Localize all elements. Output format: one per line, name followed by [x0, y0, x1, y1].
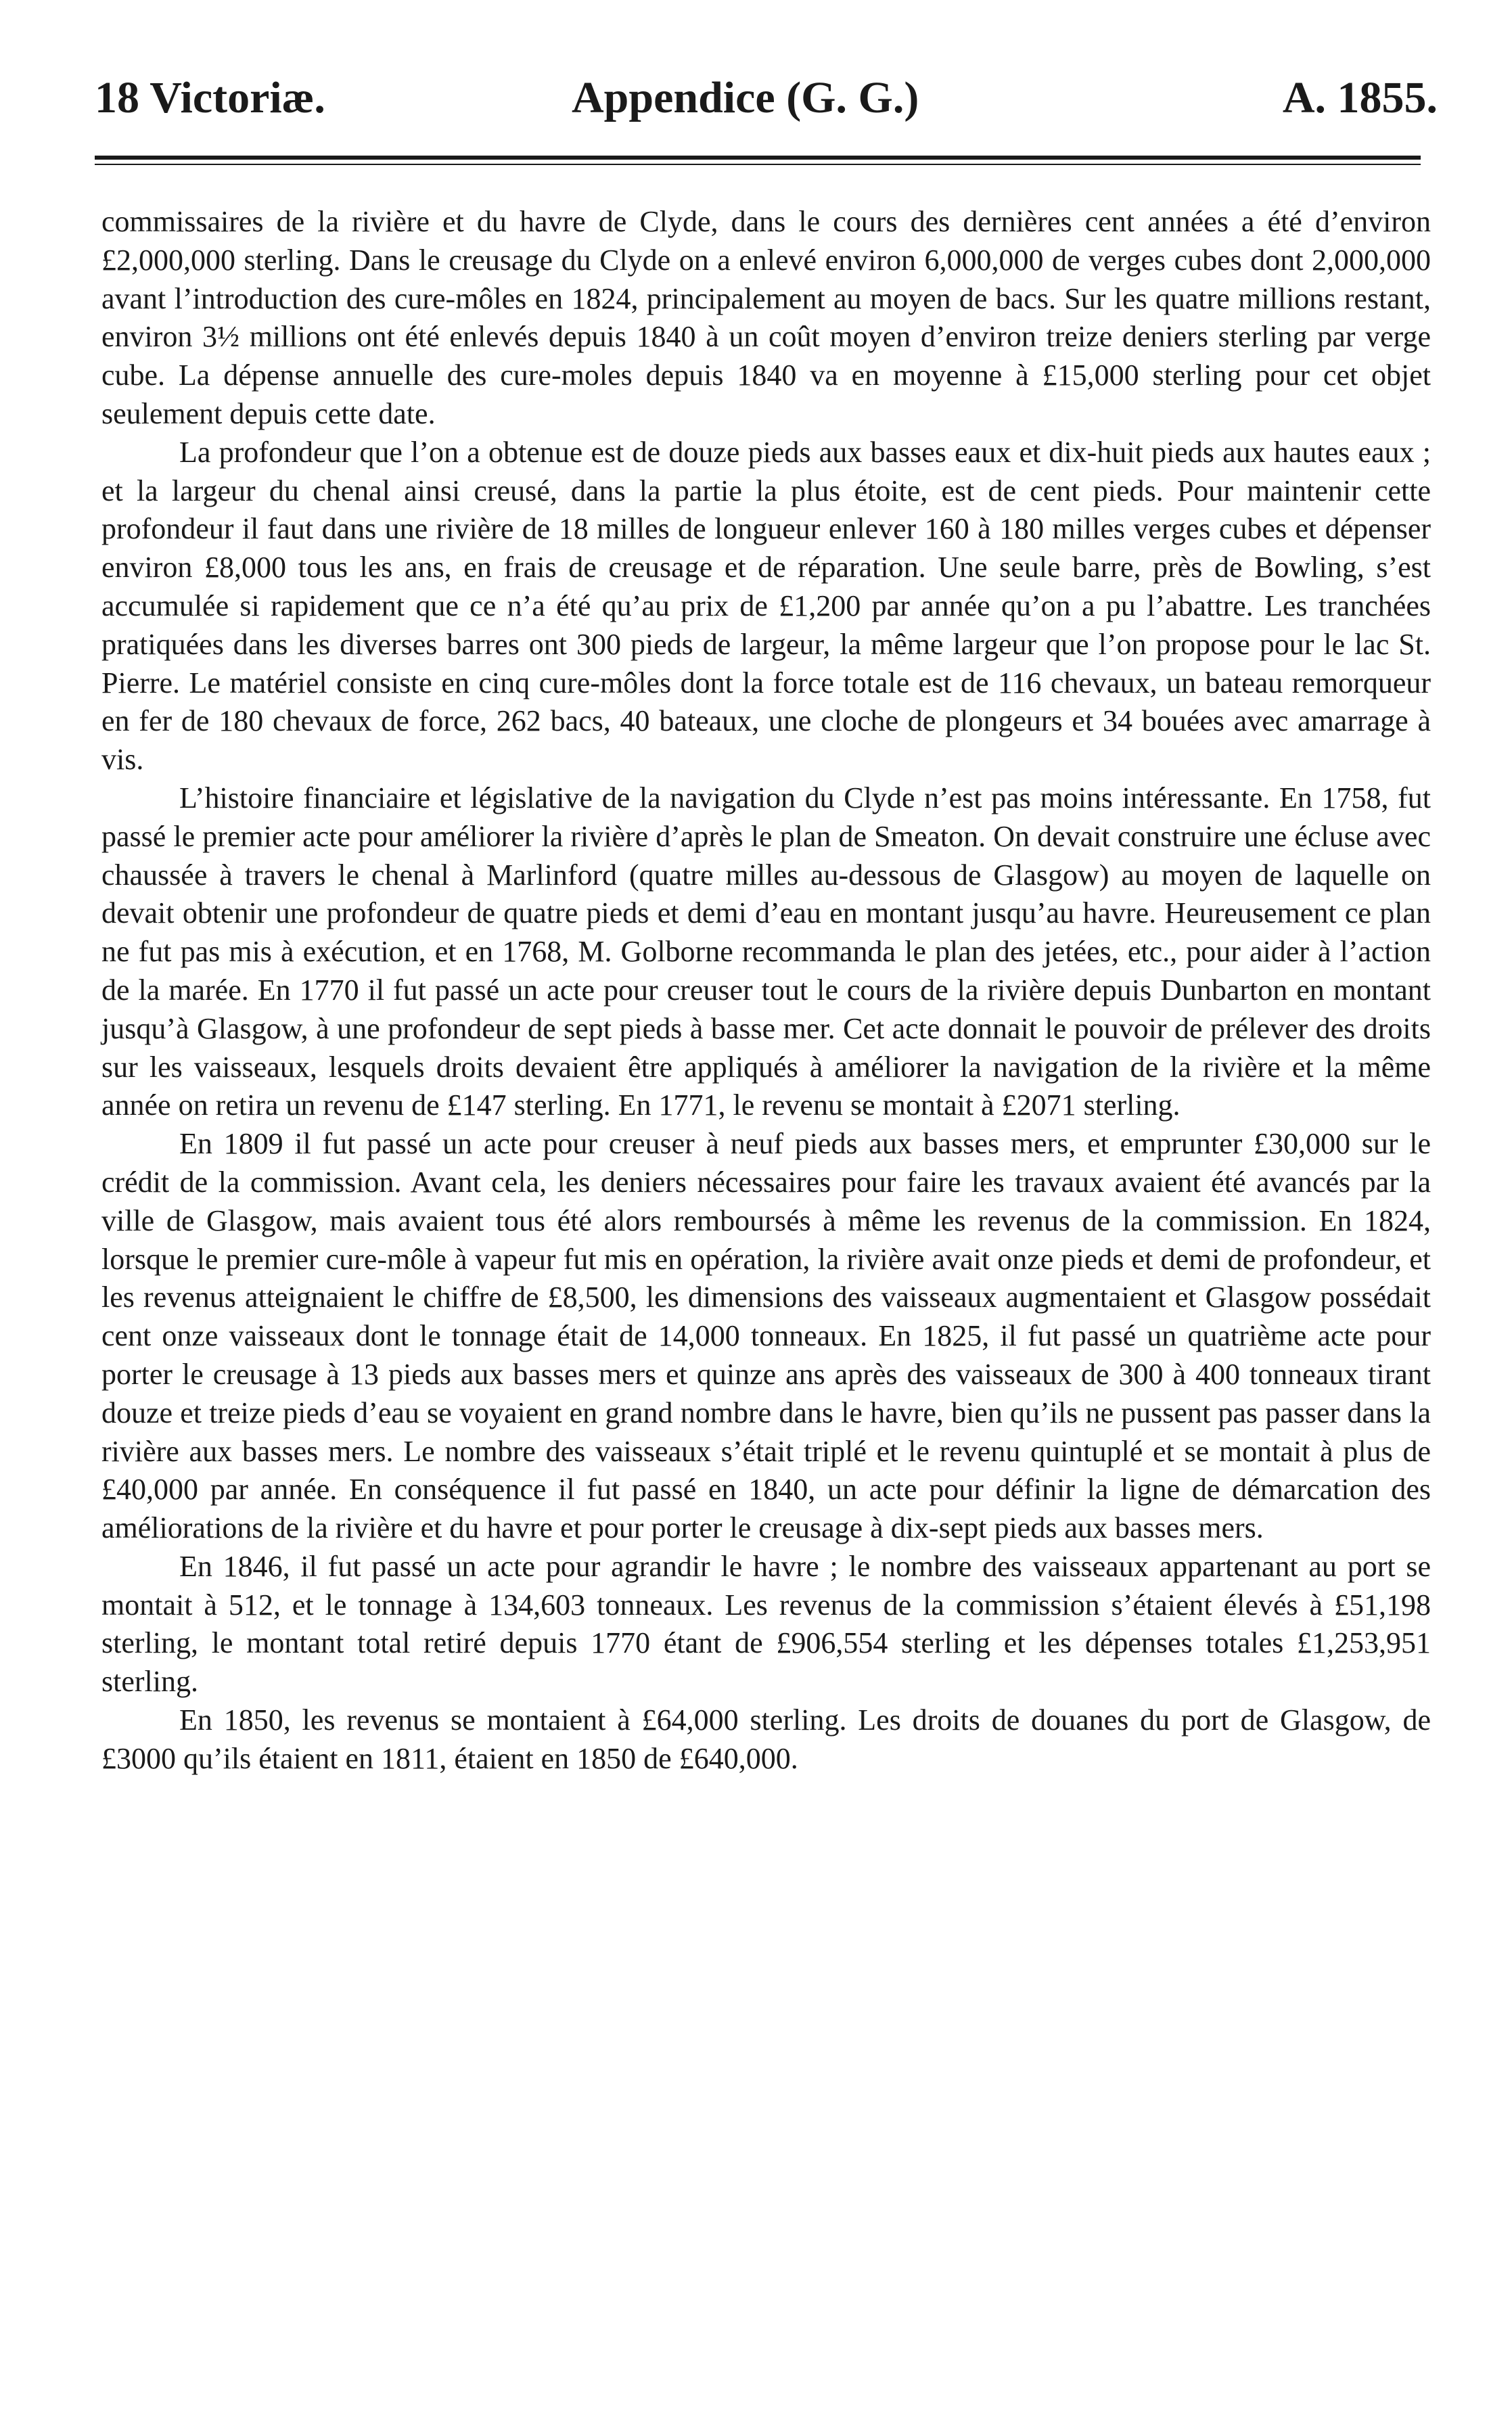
paragraph-continued: commissaires de la rivière et du havre de Clyde, dans le cours des dernières cent années a été d’environ £2,000,000 sterling. Dans le creusage du Clyde on a enlevé environ 6,000,000 de verges cubes dont 2,000,000 avant l’introduction des cure-môles en 1824, principalement au moyen de bacs. Sur les quatre millions restant, environ 3½ millions ont été enlevés depuis 1840 à un coût moyen d’environ treize deniers sterling par verge cube. La dépense annuelle des cure-moles depuis 1840 va en moyenne à £15,000 sterling pour cet objet seulement depuis cette date. — [101, 205, 1431, 430]
paragraph-1809: En 1809 il fut passé un acte pour creuser à neuf pieds aux basses mers, et emprunter £30,000 sur le crédit de la commission. Avant cela, les deniers nécessaires pour faire les travaux avaient été avancés par la ville de Glasgow, mais avaient tous été alors remboursés à même les revenus de la commission. En 1824, lorsque le premier cure-môle à vapeur fut mis en opération, la rivière avait onze pieds et demi de profondeur, et les revenus atteignaient le chiffre de £8,500, les dimensions des vaisseaux augmentaient et Glasgow possédait cent onze vaisseaux dont le tonnage était de 14,000 tonneaux. En 1825, il fut passé un quatrième acte pour porter le creusage à 13 pieds aux basses mers et quinze ans après des vaisseaux de 300 à 400 tonneaux tirant douze et treize pieds d’eau se voyaient en grand nombre dans le havre, bien qu’ils ne pussent pas passer dans la rivière aux basses mers. Le nombre des vaisseaux s’était triplé et le revenu quintuplé et se montait à plus de £40,000 par année. En conséquence il fut passé en 1840, un acte pour définir la ligne de démarcation des améliorations de la rivière et du havre et pour porter le creusage à dix-sept pieds aux basses mers. — [101, 1127, 1431, 1545]
header-appendix: Appendice (G. G.) — [572, 73, 919, 122]
body-text — [101, 203, 1431, 1778]
header-rule-thin — [95, 164, 1421, 165]
paragraph-history: L’histoire financiaire et législative de la navigation du Clyde n’est pas moins intéressante. En 1758, fut passé le premier acte pour améliorer la rivière d’après le plan de Smeaton. On devait construire une écluse avec chaussée à travers le chenal à Marlinford (quatre milles au-dessous de Glasgow) au moyen de laquelle on devait obtenir une profondeur de quatre pieds et demi d’eau en montant jusqu’au havre. Heureusement ce plan ne fut pas mis à exécution, et en 1768, M. Golborne recommanda le plan des jetées, etc., pour aider à l’action de la marée. En 1770 il fut passé un acte pour creuser tout le cours de la rivière depuis Dunbarton en montant jusqu’à Glasgow, à une profondeur de sept pieds à basse mer. Cet acte donnait le pouvoir de prélever des droits sur les vaisseaux, lesquels droits devaient être appliqués à améliorer la navigation de la rivière et la même année on retira un revenu de £147 sterling. En 1771, le revenu se montait à £2071 sterling. — [101, 781, 1431, 1122]
header-rule-thick — [95, 156, 1421, 160]
header-session: 18 Victoriæ. — [95, 73, 325, 122]
header-year: A. 1855. — [1282, 73, 1438, 122]
paragraph-1850: En 1850, les revenus se montaient à £64,000 sterling. Les droits de douanes du port de Glasgow, de £3000 qu’ils étaient en 1811, étaient en 1850 de £640,000. — [101, 1703, 1431, 1775]
paragraph-depth: La profondeur que l’on a obtenue est de douze pieds aux basses eaux et dix-huit pieds aux hautes eaux ; et la largeur du chenal ainsi creusé, dans la partie la plus étoite, est de cent pieds. Pour maintenir cette profondeur il faut dans une rivière de 18 milles de longueur enlever 160 à 180 milles verges cubes et dépenser environ £8,000 tous les ans, en frais de creusage et de réparation. Une seule barre, près de Bowling, s’est accumulée si rapidement que ce n’a été qu’au prix de £1,200 par année qu’on a pu l’abattre. Les tranchées pratiquées dans les diverses barres ont 300 pieds de largeur, la même largeur que l’on propose pour le lac St. Pierre. Le matériel consiste en cinq cure-môles dont la force totale est de 116 chevaux, un bateau remorqueur en fer de 180 chevaux de force, 262 bacs, 40 bateaux, une cloche de plongeurs et 34 bouées avec amarrage à vis. — [101, 435, 1431, 777]
paragraph-1846: En 1846, il fut passé un acte pour agrandir le havre ; le nombre des vaisseaux appartenant au port se montait à 512, et le tonnage à 134,603 tonneaux. Les revenus de la commission s’étaient élevés à £51,198 sterling, le montant total retiré depuis 1770 étant de £906,554 sterling et les dépenses totales £1,253,951 sterling. — [101, 1549, 1431, 1699]
running-header — [95, 64, 1438, 132]
